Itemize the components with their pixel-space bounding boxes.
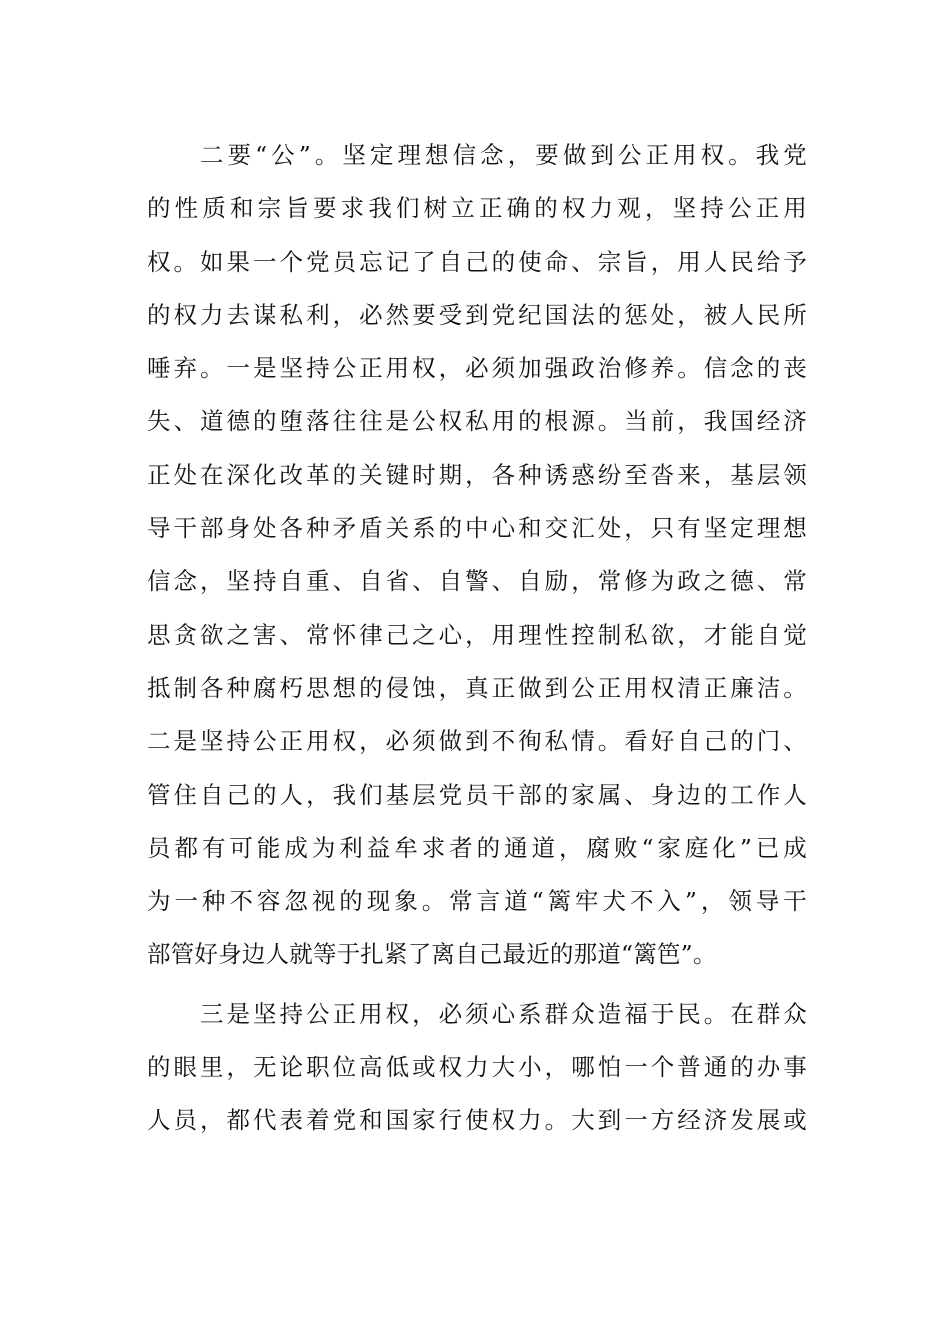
paragraph-1 <box>147 129 807 982</box>
text-line: 的眼里，无论职位高低或权力大小，哪怕一个普通的办事 <box>147 1053 807 1082</box>
text-line: 权。如果一个党员忘记了自己的使命、宗旨，用人民给予 <box>147 247 807 276</box>
document-body <box>147 129 807 1148</box>
text-line: 抵制各种腐朽思想的侵蚀，真正做到公正用权清正廉洁。 <box>147 673 807 702</box>
text-line: 管住自己的人，我们基层党员干部的家属、身边的工作人 <box>147 780 807 809</box>
paragraph-2 <box>147 988 807 1148</box>
text-line: 正处在深化改革的关键时期，各种诱惑纷至沓来，基层领 <box>147 460 807 489</box>
text-line: 思贪欲之害、常怀律己之心，用理性控制私欲，才能自觉 <box>147 620 807 649</box>
text-line: 部管好身边人就等于扎紧了离自己最近的那道“篱笆”。 <box>147 940 717 969</box>
text-line: 为一种不容忽视的现象。常言道“篱牢犬不入”，领导干 <box>147 887 807 916</box>
text-line: 唾弃。一是坚持公正用权，必须加强政治修养。信念的丧 <box>147 354 807 383</box>
text-line: 的性质和宗旨要求我们树立正确的权力观，坚持公正用 <box>147 194 807 223</box>
text-line: 二要“公”。坚定理想信念，要做到公正用权。我党 <box>200 141 807 169</box>
text-line: 导干部身处各种矛盾关系的中心和交汇处，只有坚定理想 <box>147 514 807 543</box>
text-line: 信念，坚持自重、自省、自警、自励，常修为政之德、常 <box>147 567 807 596</box>
text-line: 二是坚持公正用权，必须做到不徇私情。看好自己的门、 <box>147 727 807 756</box>
text-line: 失、道德的堕落往往是公权私用的根源。当前，我国经济 <box>147 407 807 436</box>
text-line: 三是坚持公正用权，必须心系群众造福于民。在群众 <box>200 999 807 1028</box>
text-line: 人员，都代表着党和国家行使权力。大到一方经济发展或 <box>147 1106 807 1135</box>
text-line: 的权力去谋私利，必然要受到党纪国法的惩处，被人民所 <box>147 300 807 329</box>
text-line: 员都有可能成为利益牟求者的通道，腐败“家庭化”已成 <box>147 833 807 862</box>
